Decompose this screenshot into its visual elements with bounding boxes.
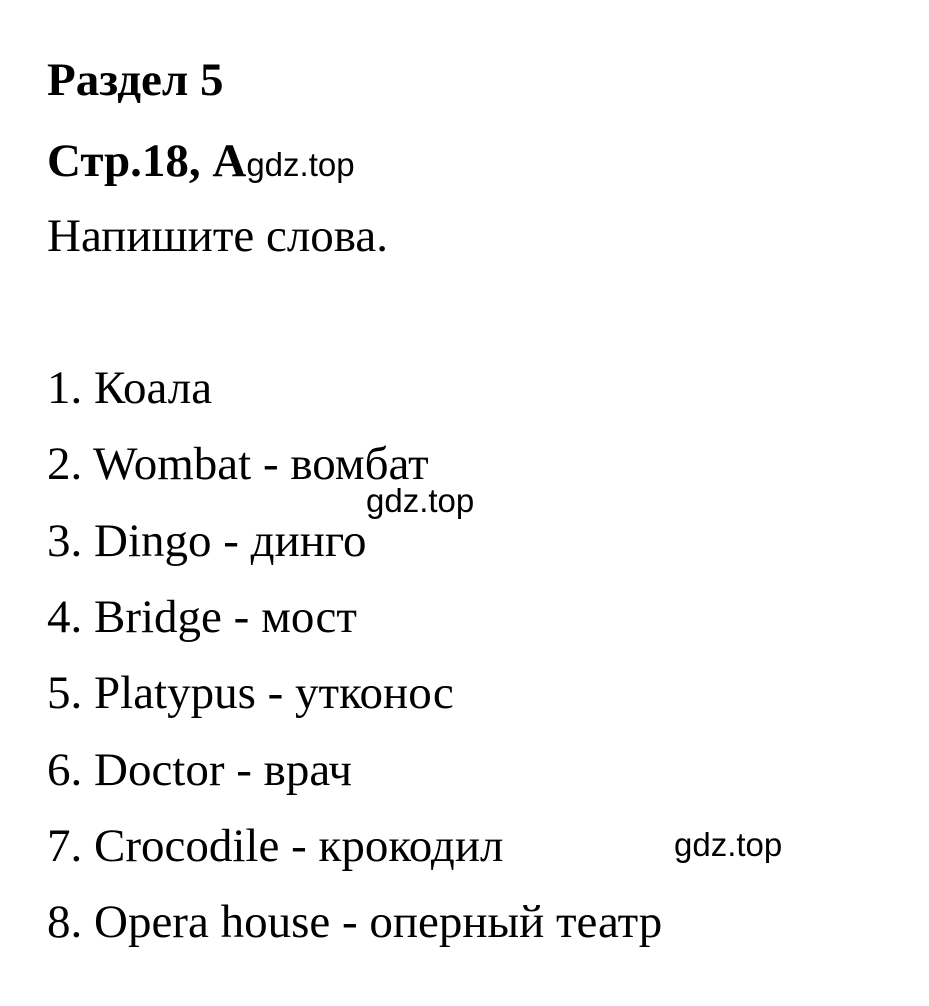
watermark-right: gdz.top [674, 826, 783, 863]
watermark-inline: gdz.top [246, 146, 355, 183]
item-text: Doctor - врач [94, 744, 352, 796]
list-item [47, 438, 429, 490]
item-number: 7. [47, 820, 83, 872]
item-number: 5. [47, 667, 83, 719]
item-number: 6. [47, 744, 83, 796]
item-text: Crocodile - крокодил [94, 820, 504, 872]
item-text: Wombat - вомбат [93, 438, 429, 490]
item-text: Opera house - оперный театр [94, 896, 663, 948]
list-item [47, 896, 663, 948]
list-item [47, 820, 504, 872]
item-number: 1. [47, 362, 83, 414]
item-text: Коала [94, 362, 213, 414]
list-item [47, 362, 213, 414]
list-item [47, 667, 454, 719]
list-item [47, 515, 367, 567]
list-item [47, 591, 357, 643]
item-number: 3. [47, 515, 83, 567]
page-reference-text: Стр.18, А [47, 135, 247, 187]
instruction-text: Напишите слова. [47, 210, 388, 262]
section-title: Раздел 5 [47, 54, 224, 106]
item-text: Bridge - мост [94, 591, 357, 643]
page-reference [47, 135, 355, 187]
item-number: 4. [47, 591, 83, 643]
item-number: 2. [47, 438, 83, 490]
watermark-middle: gdz.top [366, 482, 475, 519]
item-text: Platypus - утконос [94, 667, 454, 719]
list-item [47, 744, 352, 796]
item-text: Dingo - динго [94, 515, 367, 567]
item-number: 8. [47, 896, 83, 948]
